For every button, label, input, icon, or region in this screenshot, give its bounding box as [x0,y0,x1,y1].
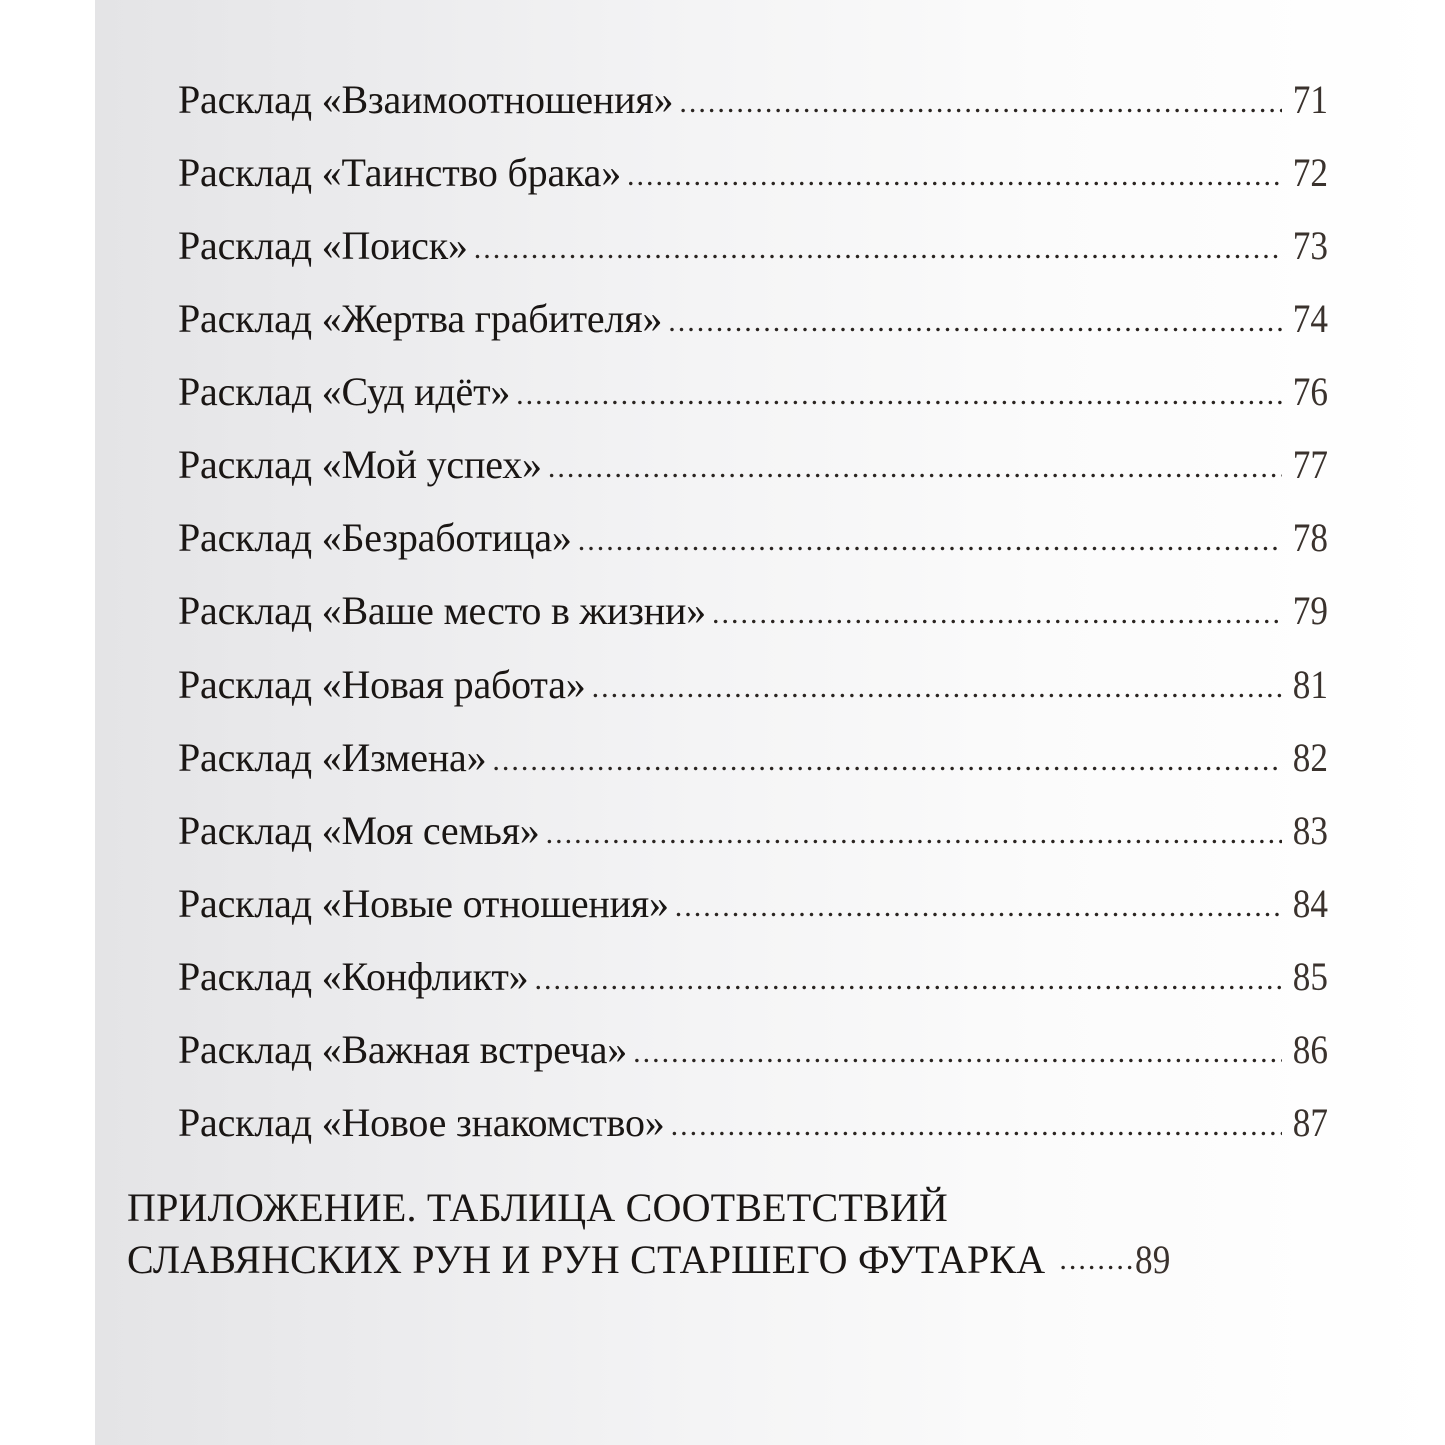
dot-leader [474,229,1282,271]
dot-leader [671,1106,1282,1148]
toc-entry [178,148,1328,198]
toc-entry-title: Расклад «Мой успех» [178,442,542,487]
toc-entry [178,586,1328,636]
toc-entry-title: Расклад «Взаимоотношения» [178,77,674,122]
toc-entry [178,75,1328,125]
toc-entry-page: 86 [1292,1027,1328,1072]
toc-entry [178,440,1328,490]
toc-entry [178,294,1328,344]
dot-leader: ........ [1059,1243,1136,1276]
dot-leader [534,960,1282,1002]
dot-leader [578,521,1282,563]
toc-entry-page: 78 [1292,515,1328,560]
toc-entry-page: 72 [1292,150,1328,195]
dot-leader [546,814,1282,856]
toc-entry-title: Расклад «Новая работа» [178,662,586,707]
dot-leader [492,741,1282,783]
dot-leader [548,448,1282,490]
toc-entry-title: Расклад «Ваше место в жизни» [178,588,706,633]
toc-entry-title: Расклад «Новые отношения» [178,881,669,926]
dot-leader [592,668,1282,710]
toc-entry-title: Расклад «Важная встреча» [178,1027,628,1072]
appendix-title-line-2: СЛАВЯНСКИХ РУН И РУН СТАРШЕГО ФУТАРКА [127,1237,1046,1282]
toc-entry-page: 83 [1292,808,1328,853]
toc-entry-page: 77 [1292,442,1328,487]
dot-leader [712,594,1282,636]
toc-entry-page: 79 [1292,588,1328,633]
dot-leader [627,156,1282,198]
toc-entry-title: Расклад «Моя семья» [178,808,540,853]
toc-entry-page: 74 [1292,296,1328,341]
toc-entry [178,221,1328,271]
toc-entry-title: Расклад «Конфликт» [178,954,529,999]
toc-entry [178,733,1328,783]
toc-entry-page: 84 [1292,881,1328,926]
book-page [95,0,1445,1445]
toc-entry [178,879,1328,929]
toc-entry [178,367,1328,417]
dot-leader [668,302,1282,344]
toc-entry-page: 76 [1292,369,1328,414]
toc-entry-title: Расклад «Поиск» [178,223,468,268]
toc-entry [178,660,1328,710]
toc-entry-title: Расклад «Суд идёт» [178,369,511,414]
dot-leader [516,375,1282,417]
toc-entry-title: Расклад «Таинство брака» [178,150,621,195]
appendix-title-line-1: ПРИЛОЖЕНИЕ. ТАБЛИЦА СООТВЕТСТВИЙ [127,1185,949,1230]
toc-entry-title: Расклад «Измена» [178,735,487,780]
toc-entry-page: 81 [1292,662,1328,707]
dot-leader [679,83,1282,125]
toc-entry-page: 87 [1292,1100,1328,1145]
toc-entry [178,1025,1328,1075]
toc-entry-page: 82 [1292,735,1328,780]
toc-entry-title: Расклад «Безработица» [178,515,572,560]
appendix-title-line-2-row [127,1234,1327,1286]
toc-entry [178,952,1328,1002]
toc-entry [178,1098,1328,1148]
toc-entry-page: 85 [1292,954,1328,999]
toc-entry-page: 73 [1292,223,1328,268]
toc-entry-title: Расклад «Жертва грабителя» [178,296,663,341]
dot-leader [633,1033,1282,1075]
toc-appendix-entry [127,1182,1327,1286]
toc-entry-page: 71 [1292,77,1328,122]
toc-entry [178,513,1328,563]
dot-leader [675,887,1282,929]
toc-entry [178,806,1328,856]
appendix-page: 89 [1135,1237,1171,1282]
toc-entry-title: Расклад «Новое знакомство» [178,1100,665,1145]
